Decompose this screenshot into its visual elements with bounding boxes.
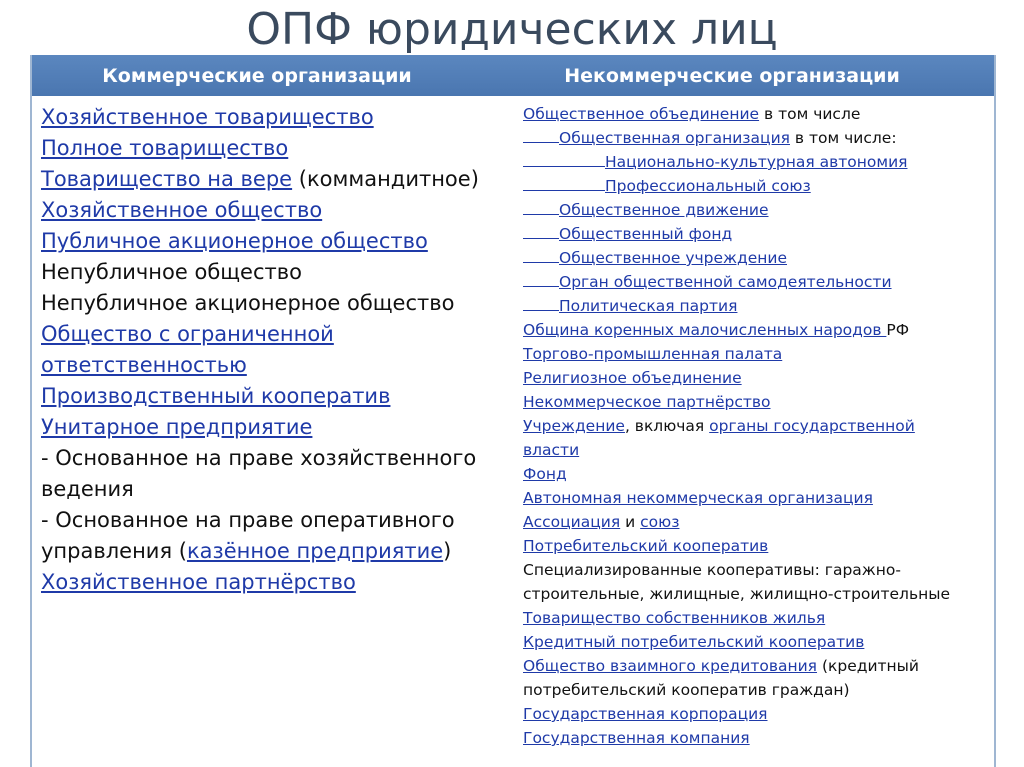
link-llc-line2[interactable]: ответственностью (41, 353, 247, 377)
indent-line (523, 224, 559, 239)
indent-line (523, 248, 559, 263)
indent-line (523, 200, 559, 215)
text-economic-management-line2: ведения (41, 477, 134, 501)
link-nonprofit-partnership[interactable]: Некоммерческое партнёрство (523, 393, 771, 411)
link-unitary-enterprise[interactable]: Унитарное предприятие (41, 415, 313, 439)
text-specialized-coops-line1: Специализированные кооперативы: гаражно- (523, 561, 901, 579)
link-state-enterprise[interactable]: казённое предприятие (186, 539, 444, 563)
text-rf: РФ (886, 321, 910, 339)
link-public-fund[interactable]: Общественный фонд (559, 225, 733, 243)
link-association[interactable]: Ассоциация (523, 513, 621, 531)
header-commercial: Коммерческие организации (102, 64, 412, 87)
text-operational-management-line1: - Основанное на праве оперативного (41, 508, 455, 532)
page-title: ОПФ юридических лиц (246, 4, 778, 55)
text-operational-management-line2: управления ( (41, 539, 187, 563)
commercial-column (41, 102, 491, 598)
link-mutual-credit-society[interactable]: Общество взаимного кредитования (523, 657, 818, 675)
text-r1-suffix: в том числе (759, 105, 861, 123)
link-public-initiative-body[interactable]: Орган общественной самодеятельности (559, 273, 892, 291)
indent-line (523, 128, 559, 143)
indent-line (523, 272, 559, 287)
text-limited-partnership-note: (коммандитное) (292, 167, 479, 191)
link-public-jsc[interactable]: Публичное акционерное общество (41, 229, 428, 253)
text-economic-management-line1: - Основанное на праве хозяйственного (41, 446, 477, 470)
link-national-cultural-autonomy[interactable]: Национально-культурная автономия (605, 153, 908, 171)
link-homeowners-association[interactable]: Товарищество собственников жилья (523, 609, 826, 627)
link-public-institution[interactable]: Общественное учреждение (559, 249, 787, 267)
text-nonpublic-jsc: Непубличное акционерное общество (41, 291, 455, 315)
link-union[interactable]: союз (640, 513, 680, 531)
link-consumer-cooperative[interactable]: Потребительский кооператив (523, 537, 769, 555)
link-general-partnership[interactable]: Полное товарищество (41, 136, 289, 160)
text-including: , включая (624, 417, 710, 435)
link-political-party[interactable]: Политическая партия (559, 297, 738, 315)
link-state-authorities-line1[interactable]: органы государственной (709, 417, 915, 435)
text-close-paren: ) (443, 539, 452, 563)
link-state-authorities-line2[interactable]: власти (523, 441, 580, 459)
text-credit-note-line1: (кредитный (817, 657, 919, 675)
text-credit-note-line2: потребительский кооператив граждан) (523, 681, 850, 699)
text-nonpublic-company: Непубличное общество (41, 260, 302, 284)
link-business-partnership[interactable]: Хозяйственное партнёрство (41, 570, 356, 594)
indent-line (523, 152, 605, 167)
link-llc-line1[interactable]: Общество с ограниченной (41, 322, 334, 346)
noncommercial-column (523, 102, 993, 750)
indent-line (523, 296, 559, 311)
opf-table (30, 55, 996, 767)
link-public-organization[interactable]: Общественная организация (559, 129, 790, 147)
link-trade-union[interactable]: Профессиональный союз (605, 177, 811, 195)
link-institution[interactable]: Учреждение (523, 417, 625, 435)
indent-line (523, 176, 605, 191)
link-economic-partnership[interactable]: Хозяйственное товарищество (41, 105, 374, 129)
link-production-cooperative[interactable]: Производственный кооператив (41, 384, 391, 408)
link-state-corporation[interactable]: Государственная корпорация (523, 705, 768, 723)
text-and: и (620, 513, 641, 531)
link-public-movement[interactable]: Общественное движение (559, 201, 769, 219)
link-business-company[interactable]: Хозяйственное общество (41, 198, 323, 222)
link-public-association[interactable]: Общественное объединение (523, 105, 760, 123)
text-r2-suffix: в том числе: (790, 129, 897, 147)
link-fund[interactable]: Фонд (523, 465, 567, 483)
link-indigenous-community[interactable]: Община коренных малочисленных народов (523, 321, 887, 339)
link-chamber-of-commerce[interactable]: Торгово-промышленная палата (523, 345, 783, 363)
text-specialized-coops-line2: строительные, жилищные, жилищно-строительные (523, 585, 950, 603)
table-header (32, 55, 994, 96)
link-state-company[interactable]: Государственная компания (523, 729, 750, 747)
link-limited-partnership[interactable]: Товарищество на вере (41, 167, 293, 191)
link-religious-association[interactable]: Религиозное объединение (523, 369, 742, 387)
link-credit-consumer-coop[interactable]: Кредитный потребительский кооператив (523, 633, 865, 651)
header-noncommercial: Некоммерческие организации (564, 64, 900, 87)
link-autonomous-nonprofit[interactable]: Автономная некоммерческая организация (523, 489, 873, 507)
